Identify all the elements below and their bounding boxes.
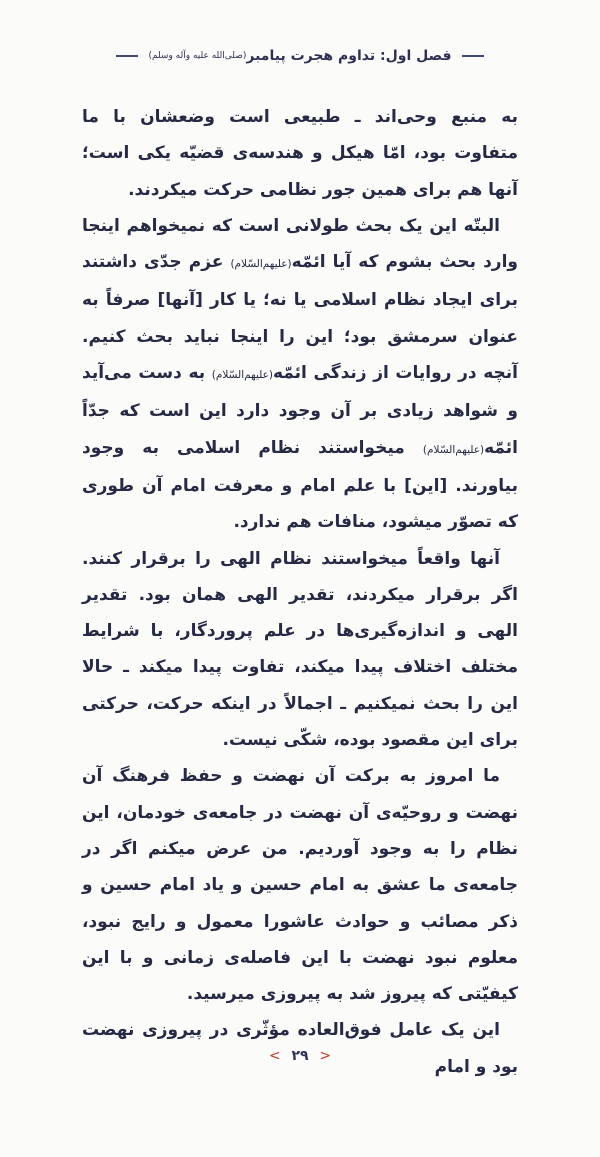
honorific-small: (علیهم‌السّلام) bbox=[422, 443, 485, 456]
honorific-small: (علیهم‌السّلام) bbox=[230, 258, 292, 271]
running-header bbox=[0, 48, 600, 64]
chapter-title: فصل اول: تداوم هجرت پیامبر bbox=[246, 48, 452, 64]
page-number-bracket-left: > bbox=[268, 1048, 281, 1064]
paragraph-2 bbox=[82, 208, 518, 541]
page-number-bracket-right: < bbox=[319, 1048, 332, 1064]
blessing-formula: (صلی‌الله علیه وآله وسلم) bbox=[148, 51, 247, 61]
paragraph-3: آنها واقعاً میخواستند نظام الهی را برقرار کنند. اگر برقرار میکردند، تقدیر الهی همان بود. تقدیر الهی و اندازه‌گیری‌ها در علم پروردگار، با شرایط مختلف اختلاف پیدا میکند، تفاوت پیدا میکند ـ حالا این را بحث نمیکنیم ـ اجمالاً در اینکه حرکت، حرکتی برای این مقصود بوده، شکّی نیست. bbox=[82, 548, 518, 751]
page-number bbox=[0, 1048, 600, 1064]
paragraph-2-text-c: عزم جدّی داشتند برای ایجاد نظام اسلامی یا نه؛ یا کار [آنها] صرفاً به عنوان سرمشق بود؛ این را اینجا نباید بحث کنیم. آنچه در روایات از زندگی ائمّه bbox=[82, 252, 518, 384]
paragraph-2-text-g: میخواستند نظام اسلامی به وجود بیاورند. [این] با علم امام و معرفت امام آن طوری که تصوّر میشود، منافات هم ندارد. bbox=[82, 437, 518, 533]
paragraph-1: به منبع وحی‌اند ـ طبیعی است وضعشان با ما متفاوت بود، امّا هیکل و هندسه‌ی قضیّه یکی است؛ آنها هم برای همین جور نظامی حرکت میکردند. bbox=[82, 107, 518, 200]
paragraph-2-text-a: البتّه این یک بحث طولانی است که نمیخواهم اینجا وارد بحث بشوم که آیا ائمّه bbox=[82, 215, 518, 273]
honorific-small: (علیهم‌السّلام) bbox=[211, 369, 273, 382]
paragraph-2-text-e: به دست می‌آید و شواهد زیادی بر آن وجود دارد این است که جدّاً ائمّه bbox=[82, 363, 518, 458]
header-rule-right bbox=[462, 55, 484, 57]
paragraph-4: ما امروز به برکت آن نهضت و حفظ فرهنگ آن نهضت و روحیّه‌ی آن نهضت در جامعه‌ی خودمان، این نظام را به وجود آوردیم. من عرض میکنم اگر در جامعه‌ی ما عشق به امام حسین و یاد امام حسین و ذکر مصائب و حوادث عاشورا معمول و رایج نبود، معلوم نبود نهضت با این فاصله‌ی زمانی و با این کیفیّتی که پیروز شد به پیروزی میرسید. bbox=[82, 766, 518, 1005]
body-text bbox=[82, 99, 518, 1085]
paragraph-5: این یک عامل فوق‌العاده مؤثّری در پیروزی نهضت بود و امام bbox=[82, 1020, 518, 1077]
page-number-value: ۲۹ bbox=[291, 1048, 309, 1064]
header-rule-left bbox=[116, 55, 138, 57]
